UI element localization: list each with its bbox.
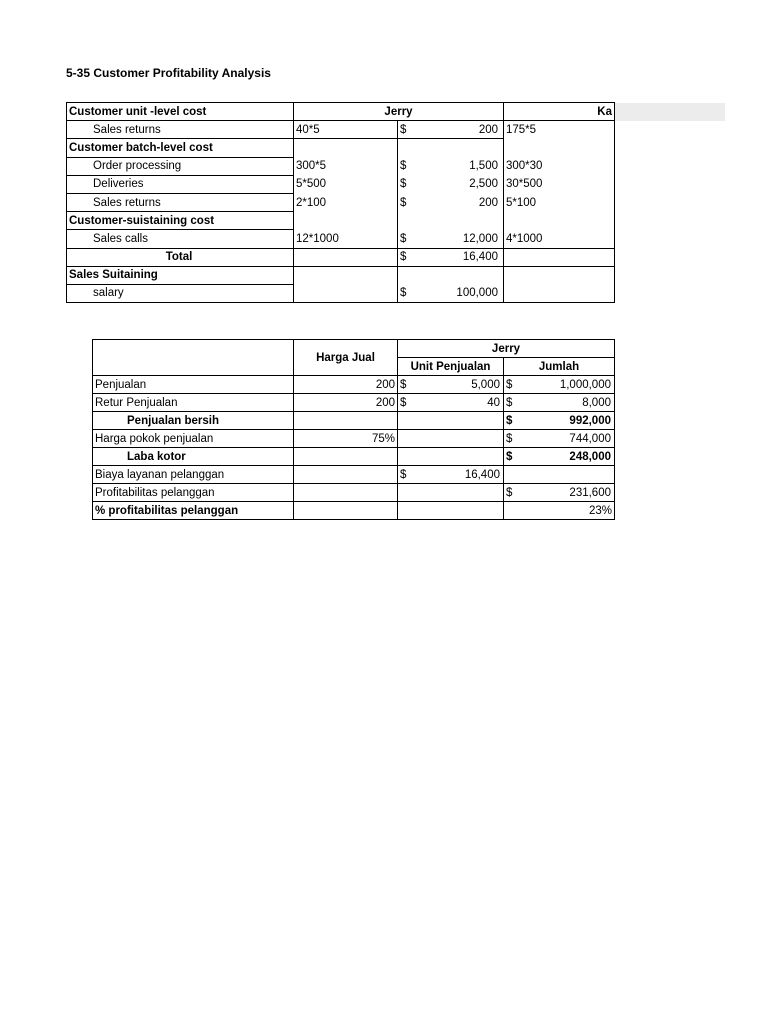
row-label: Profitabilitas pelanggan xyxy=(93,484,294,502)
jumlah-cell: 23% xyxy=(504,502,615,520)
header-group-jerry: Jerry xyxy=(398,340,615,358)
row-label: % profitabilitas pelanggan xyxy=(93,502,294,520)
table-row xyxy=(93,376,615,394)
header-jumlah: Jumlah xyxy=(504,358,615,376)
header-cell-label: Customer unit -level cost xyxy=(67,103,294,121)
table-row xyxy=(93,502,615,520)
amount-value: 200 xyxy=(478,123,498,136)
ka-formula-cell: 300*30 xyxy=(504,157,615,175)
amount-value: 100,000 xyxy=(456,287,498,300)
dollar-sign: $ xyxy=(400,196,407,209)
section-label: Customer batch-level cost xyxy=(67,139,294,157)
jumlah-cell: $ 231,600 xyxy=(504,484,615,502)
jumlah-cell: $ 248,000 xyxy=(504,448,615,466)
formula-cell: 2*100 xyxy=(294,193,398,211)
table-row xyxy=(67,248,725,266)
table-row xyxy=(93,430,615,448)
formula-cell: 300*5 xyxy=(294,157,398,175)
profitability-table xyxy=(92,339,615,520)
unit-cell: $ 5,000 xyxy=(398,376,504,394)
dollar-sign: $ xyxy=(400,232,407,245)
table-header-row xyxy=(93,340,615,358)
page-title: 5-35 Customer Profitability Analysis xyxy=(66,66,271,80)
row-label: Laba kotor xyxy=(93,448,294,466)
harga-cell: 75% xyxy=(294,430,398,448)
jumlah-cell: $ 992,000 xyxy=(504,412,615,430)
harga-cell: 200 xyxy=(294,376,398,394)
header-cell-ka: Ka xyxy=(504,103,615,121)
amount-cell xyxy=(398,230,504,248)
header-band xyxy=(615,103,725,121)
dollar-sign: $ xyxy=(400,123,407,136)
total-value: 16,400 xyxy=(462,251,498,264)
row-label: Harga pokok penjualan xyxy=(93,430,294,448)
amount-cell xyxy=(398,248,504,266)
formula-cell: 40*5 xyxy=(294,121,398,139)
row-label: Deliveries xyxy=(67,175,294,193)
row-label: Order processing xyxy=(67,157,294,175)
amount-value: 200 xyxy=(478,196,498,209)
amount-cell xyxy=(398,193,504,211)
table-row xyxy=(93,412,615,430)
table-row xyxy=(67,139,725,157)
table-row xyxy=(93,448,615,466)
section-label: Customer-suistaining cost xyxy=(67,212,294,230)
amount-value: 12,000 xyxy=(462,232,498,245)
header-unit-penjualan: Unit Penjualan xyxy=(398,358,504,376)
table-row xyxy=(93,484,615,502)
ka-formula-cell: 175*5 xyxy=(504,121,615,139)
ka-formula-cell: 30*500 xyxy=(504,175,615,193)
section-label: Sales Suitaining xyxy=(67,266,294,284)
header-harga-jual: Harga Jual xyxy=(294,340,398,376)
unit-cell: $ 40 xyxy=(398,394,504,412)
table-header-row xyxy=(67,103,725,121)
table-row xyxy=(67,266,725,284)
row-label: Sales calls xyxy=(67,230,294,248)
table-row xyxy=(93,466,615,484)
jumlah-cell: $ 744,000 xyxy=(504,430,615,448)
amount-cell xyxy=(398,175,504,193)
row-label: Penjualan bersih xyxy=(93,412,294,430)
amount-value: 1,500 xyxy=(469,160,498,173)
amount-cell xyxy=(398,121,504,139)
formula-cell: 5*500 xyxy=(294,175,398,193)
cost-hierarchy-table xyxy=(66,102,725,303)
row-label: Penjualan xyxy=(93,376,294,394)
amount-value: 2,500 xyxy=(469,178,498,191)
row-label: Retur Penjualan xyxy=(93,394,294,412)
table-row xyxy=(67,157,725,175)
dollar-sign: $ xyxy=(400,178,407,191)
row-label: Sales returns xyxy=(67,121,294,139)
row-label: Sales returns xyxy=(67,193,294,211)
ka-formula-cell: 4*1000 xyxy=(504,230,615,248)
row-label: Biaya layanan pelanggan xyxy=(93,466,294,484)
table-row xyxy=(67,212,725,230)
harga-cell: 200 xyxy=(294,394,398,412)
jumlah-cell: $ 1,000,000 xyxy=(504,376,615,394)
total-label: Total xyxy=(67,248,294,266)
table-row xyxy=(93,394,615,412)
dollar-sign: $ xyxy=(400,160,407,173)
table-row xyxy=(67,121,725,139)
header-cell-jerry: Jerry xyxy=(294,103,504,121)
table-row xyxy=(67,175,725,193)
amount-cell xyxy=(398,284,504,302)
row-label: salary xyxy=(67,284,294,302)
table-row xyxy=(67,284,725,302)
table-row xyxy=(67,193,725,211)
dollar-sign: $ xyxy=(400,287,407,300)
unit-cell: $ 16,400 xyxy=(398,466,504,484)
jumlah-cell: $ 8,000 xyxy=(504,394,615,412)
formula-cell: 12*1000 xyxy=(294,230,398,248)
amount-cell xyxy=(398,157,504,175)
table-row xyxy=(67,230,725,248)
ka-formula-cell: 5*100 xyxy=(504,193,615,211)
dollar-sign: $ xyxy=(400,251,407,264)
